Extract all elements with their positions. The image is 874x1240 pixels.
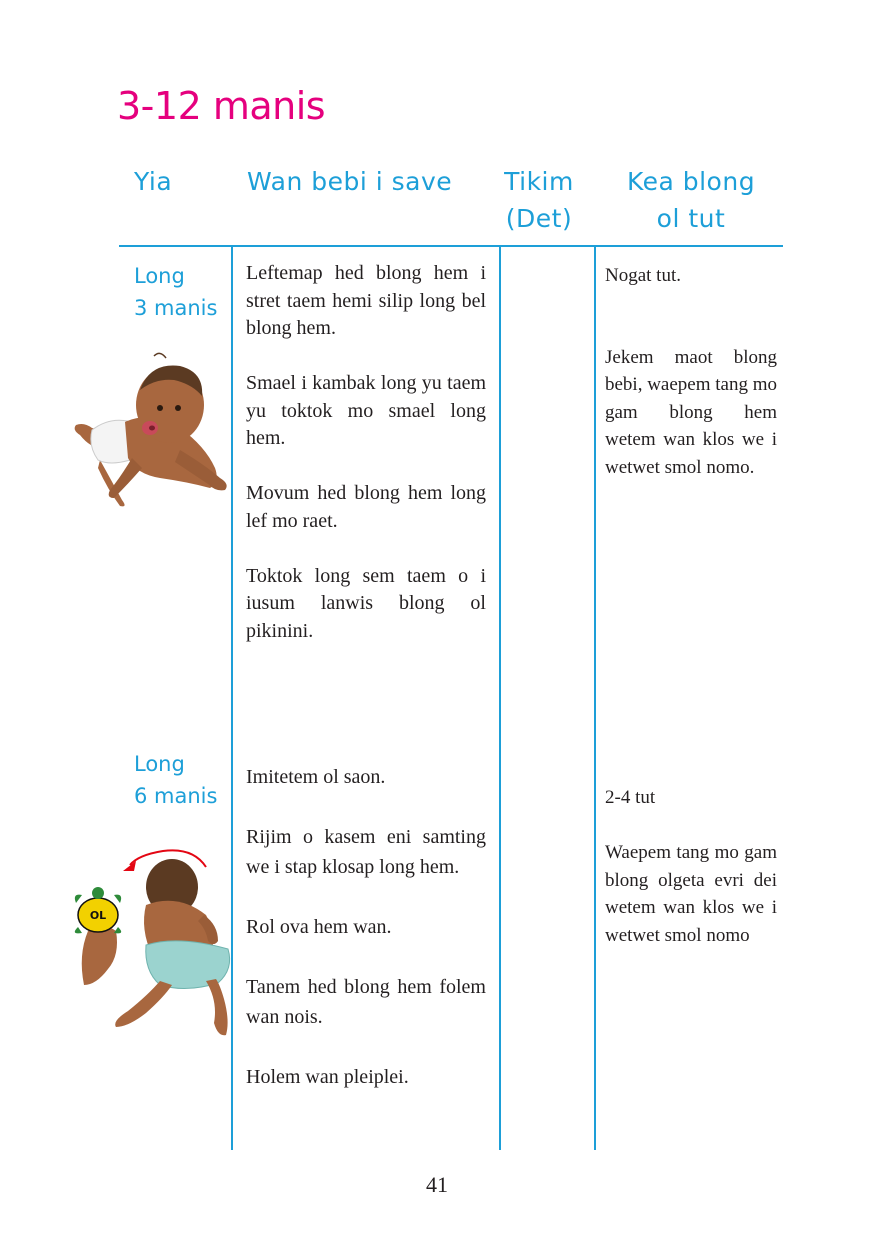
- skills-6-months: [246, 762, 486, 1122]
- kea-line1: Kea blong: [626, 167, 756, 196]
- age-line1: Long: [134, 752, 185, 776]
- baby-tummy-illustration: [70, 350, 235, 510]
- column-divider-3: [594, 246, 596, 1150]
- skill-item: Smael i kambak long yu taem yu toktok mo smael long hem.: [246, 372, 486, 449]
- column-header-tikim: [501, 163, 577, 237]
- skill-item: Movum hed blong hem long lef mo raet.: [246, 482, 486, 532]
- page-title: 3-12 manis: [117, 84, 326, 128]
- tikim-line1: Tikim: [504, 167, 574, 196]
- skill-item: Toktok long sem taem o i iusum lanwis blong ol pikinini.: [246, 564, 486, 642]
- skill-item: Tanem hed blong hem folem wan nois.: [246, 976, 486, 1028]
- skill-item: Rol ova hem wan.: [246, 916, 392, 938]
- page-number: 41: [426, 1172, 448, 1197]
- header-divider: [119, 245, 783, 247]
- age-3-months: [134, 260, 217, 324]
- column-divider-2: [499, 246, 501, 1150]
- care-item: Jekem maot blong bebi, waepem tang mo gam blong hem wetem wan klos we i wetwet smol nomo.: [605, 346, 778, 478]
- skill-item: Imitetem ol saon.: [246, 766, 386, 788]
- age-line2: 6 manis: [134, 784, 218, 808]
- skills-3-months: [246, 260, 486, 673]
- tikim-line2: (Det): [505, 204, 573, 233]
- kea-line2: ol tut: [656, 204, 726, 233]
- baby-rolling-illustration: [68, 845, 236, 1045]
- skill-item: Rijim o kasem eni samting we i stap klosap long hem.: [246, 826, 486, 878]
- skill-item: Holem wan pleiplei.: [246, 1066, 409, 1088]
- column-header-yia: Yia: [134, 167, 173, 196]
- turtle-toy-icon: [75, 887, 121, 933]
- column-header-wan-bebi: Wan bebi i save: [247, 167, 453, 196]
- care-item: 2-4 tut: [605, 787, 656, 808]
- age-line1: Long: [134, 264, 185, 288]
- skill-item: Leftemap hed blong hem i stret taem hemi silip long bel blong hem.: [246, 262, 486, 339]
- age-6-months: [134, 748, 217, 812]
- care-6-months: [605, 784, 777, 977]
- care-item: Waepem tang mo gam blong olgeta evri dei wetem wan klos we i wetwet smol nomo: [605, 842, 777, 946]
- care-item: Nogat tut.: [605, 265, 681, 286]
- column-header-kea: [608, 163, 774, 237]
- age-line2: 3 manis: [134, 296, 218, 320]
- svg-text:OL: OL: [89, 909, 107, 922]
- care-3-months: [605, 262, 777, 509]
